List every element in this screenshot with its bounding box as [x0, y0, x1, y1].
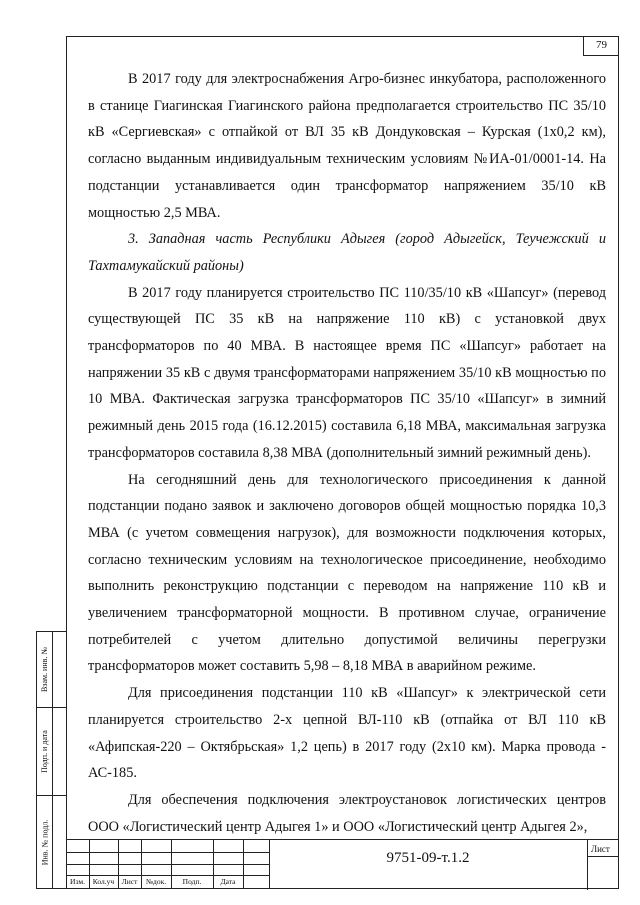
col-data: Дата	[220, 877, 236, 886]
paragraph-3: На сегодняшний день для технологического присоединения к данной подстанции подано заявок и заключено договоров общей мощностью порядка 10,3 МВА (с учетом совмещения нагрузок), для возможности подключения которых, согласно техническим условиям на технологическое присоединение, необходимо выполнить реконструкцию подстанции с переводом на напряжение 110 кВ и увеличением трансформаторной мощности. В противном случае, ограничение потребителей с учетом длительно допустимой величины перегрузки трансформаторов может составить 5,98 – 8,18 МВА в аварийном режиме.	[88, 471, 606, 675]
col-izm: Изм.	[70, 877, 85, 886]
col-koluch: Кол.уч	[92, 877, 115, 886]
paragraph-4: Для присоединения подстанции 110 кВ «Шапсуг» к электрической сети планируется строительство 2-х цепной ВЛ-110 кВ (отпайка от ВЛ 110 кВ «Афипская-220 – Октябрьская» 1,2 цепь) в 2017 году (2х10 км). Марка провода - АС-185.	[88, 685, 606, 782]
paragraph-2: В 2017 году планируется строительство ПС 110/35/10 кВ «Шапсуг» (перевод существующей ПС 35 кВ на напряжение 110 кВ) с установкой двух трансформаторов по 40 МВА. В настоящее время ПС «Шапсуг» работает на напряжении 35 кВ с двумя трансформаторами напряжением 35/10 кВ мощностью по 10 МВА. Фактическая загрузка трансформаторов ПС 35/10 «Шапсуг» в зимний режимный день 2015 года (16.12.2015) составила 6,18 МВА, максимальная загрузка трансформаторов составила 8,38 МВА (дополнительный зимний режимный день).	[88, 284, 606, 461]
side-label-podp: Подп. и дата	[40, 729, 49, 773]
document-code: 9751-09-т.1.2	[386, 850, 470, 866]
page-number: 79	[583, 36, 619, 56]
sheet-label: Лист	[591, 844, 610, 854]
col-ndok: №док.	[145, 877, 167, 886]
section-heading: 3. Западная часть Республики Адыгея (город Адыгейск, Теучежский и Тахтамукайский районы)	[88, 231, 606, 274]
paragraph-1: В 2017 году для электроснабжения Агро-бизнес инкубатора, расположенного в станице Гиагинская Гиагинского района предполагается строительство ПС 35/10 кВ «Сергиевская» с отпайкой от ВЛ 35 кВ Дондуковская – Курская (1х0,2 км), согласно выданным индивидуальным техническим условиям №ИА-01/0001-14. На подстанции устанавливается один трансформатор напряжением 35/10 кВ мощностью 2,5 МВА.	[88, 71, 606, 221]
paragraph-5: Для обеспечения подключения электроустановок логистических центров ООО «Логистический центр Адыгея 1» и ООО «Логистический центр Адыгея 2»,	[88, 791, 606, 835]
title-block	[66, 839, 619, 889]
side-stamp	[36, 631, 66, 889]
body-text	[88, 66, 606, 840]
col-podp: Подп.	[182, 877, 202, 886]
col-list: Лист	[121, 877, 138, 886]
side-label-vzam: Взам. инв. №	[40, 646, 49, 693]
side-label-inv: Инв. № подл.	[40, 819, 49, 865]
